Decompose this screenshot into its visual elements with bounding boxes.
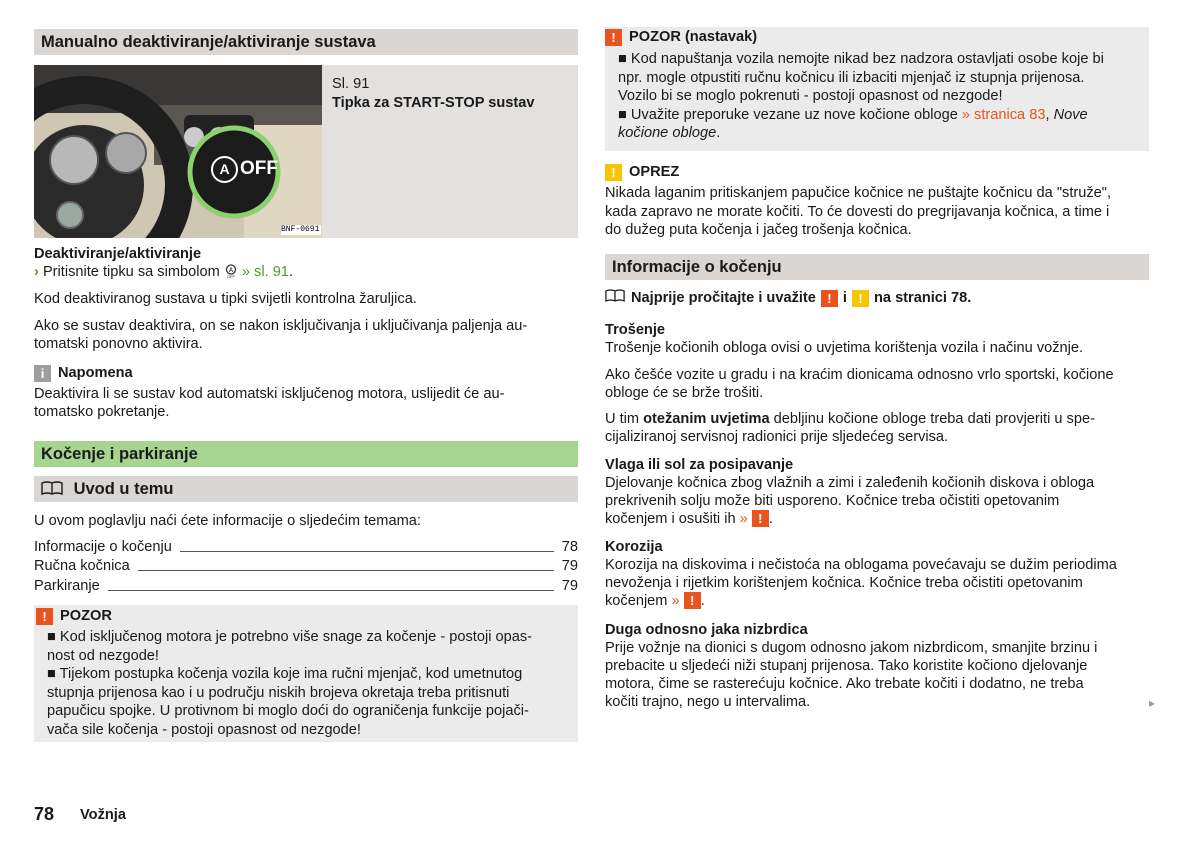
deact-text: Pritisnite tipku sa simbolom	[42, 264, 220, 280]
corrosion-line-last: kočenjem » ! .	[605, 593, 705, 609]
corrosion-text: kočenjem	[605, 593, 668, 609]
pozor-warning-box	[34, 605, 578, 742]
period: .	[716, 125, 721, 141]
moisture-text: kočenjem i osušiti ih	[605, 511, 736, 527]
section-title-manual-deactivation	[34, 29, 578, 55]
corrosion-line: Korozija na diskovima i nečistoća na oblogama povećavaju se dužim periodima	[605, 557, 1117, 573]
caution-icon: !	[852, 290, 869, 307]
corrosion-line: nevoženja i rijetkim korištenjem kočnica. Kočnice treba očistiti opetovanim	[605, 575, 1083, 591]
section-title-intro	[34, 476, 578, 502]
pozor-line: papučicu spojke. U protivnom bi moglo doći do ograničenja funkcije pojači-	[47, 703, 529, 719]
moisture-line-last: kočenjem i osušiti ih » ! .	[605, 511, 773, 527]
note-header	[34, 364, 133, 382]
section-title-text: Uvod u temu	[73, 480, 174, 498]
toc-row[interactable]	[34, 538, 578, 556]
book-icon	[41, 477, 63, 503]
paragraph-indicator-light: Kod deaktiviranog sustava u tipki svijetli kontrolna žaruljica.	[34, 291, 417, 307]
paragraph-reactivation-line1: Ako se sustav deaktivira, on se nakon isključivanja i uključivanja paljenja au-	[34, 318, 528, 334]
pozor-header	[36, 607, 578, 625]
pozor-body	[36, 625, 578, 739]
pozor-continued-header	[605, 28, 1149, 46]
downhill-line: motora, čime se rasterećuju kočnice. Ako trebate kočiti i dodatno, ne treba	[605, 676, 1084, 692]
page-number: 78	[34, 804, 55, 824]
figure-caption-title: Tipka za START-STOP sustav	[332, 94, 535, 111]
corrosion-heading: Korozija	[605, 539, 663, 555]
start-stop-a-icon: A	[211, 156, 238, 183]
toc-label: Parkiranje	[34, 577, 100, 594]
wear-p2-line1: Ako češće vozite u gradu i na kraćim dionicama odnosno vrlo sportski, kočione	[605, 367, 1114, 383]
pozor-line: ■ Kod isključenog motora je potrebno više snage za kočenje - postoji opas-	[47, 629, 533, 645]
pozor-line: ■ Tijekom postupka kočenja vozila koje ima ručni mjenjač, kod umetnutog	[47, 666, 523, 682]
downhill-line: kočiti trajno, nego u intervalima.	[605, 694, 811, 710]
pozor-line	[618, 124, 1149, 143]
pozor-text: ■ Uvažite preporuke vezane uz nove kočione obloge	[618, 106, 958, 123]
dashboard-illustration	[34, 65, 322, 238]
caution-icon: !	[605, 164, 622, 181]
section-title-brake-info	[605, 254, 1149, 280]
toc-row[interactable]	[34, 557, 578, 575]
wear-p3-line1	[605, 410, 1095, 429]
oprez-line: kada zapravo ne morate kočiti. To će dovesti do pregrijavanja kočnica, a time i	[605, 203, 1110, 220]
note-line1: Deaktivira li se sustav kod automatski isključenog motora, uslijedit će au-	[34, 386, 505, 402]
toc-row[interactable]	[34, 577, 578, 595]
paragraph-reactivation-line2: tomatski ponovno aktivira.	[34, 336, 203, 352]
wear-heading: Trošenje	[605, 322, 666, 338]
warning-link[interactable]: »	[739, 511, 748, 527]
oprez-line: do dužeg puta kočenja i jačeg trošenja kočnica.	[605, 222, 912, 238]
toc-label: Informacije o kočenju	[34, 538, 172, 555]
section-title-text: Kočenje i parkiranje	[41, 445, 198, 463]
warning-icon: !	[36, 608, 53, 625]
wear-line: Trošenje kočionih obloga ovisi o uvjetima korištenja vozila i načinu vožnje.	[605, 340, 1084, 356]
oprez-line: Nikada laganim pritiskanjem papučice kočnice ne puštajte kočnicu da "struže",	[605, 185, 1111, 201]
oprez-header	[605, 163, 679, 181]
svg-text:A: A	[228, 268, 233, 274]
deact-heading: Deaktiviranje/aktiviranje	[34, 246, 202, 262]
toc-page: 78	[561, 538, 578, 555]
figure-box	[34, 65, 578, 238]
book-icon	[605, 289, 625, 308]
info-icon: i	[34, 365, 51, 382]
figure-caption	[332, 75, 535, 112]
downhill-line: prebacite u sljedeći niži stupanj prijenosa. Tako koristite kočiono djelovanje	[605, 658, 1088, 674]
pozor-line: vača sile kočenja - postoji opasnost od nezgode!	[47, 721, 361, 738]
chapter-name: Vožnja	[80, 807, 126, 823]
moisture-line: prekrivenih solju može biti usporeno. Kočnice treba očistiti opetovanim	[605, 493, 1060, 509]
toc-label: Ručna kočnica	[34, 557, 130, 574]
read-and: i	[842, 290, 847, 306]
arrow-bullet: ›	[34, 264, 39, 280]
toc-leader	[180, 551, 554, 552]
section-title-braking-parking	[34, 441, 578, 467]
intro-text: U ovom poglavlju naći ćete informacije o sljedećim temama:	[34, 513, 421, 529]
read-first-line	[605, 289, 971, 308]
oprez-body	[605, 184, 1111, 240]
wear-p3-line2: cijaliziranoj servisnoj radionici prije sljedećeg servisa.	[605, 429, 949, 445]
italic-ref: kočione obloge	[618, 125, 717, 141]
wear-p3-bold: otežanim uvjetima	[643, 411, 770, 427]
warning-icon: !	[605, 29, 622, 46]
toc-page: 79	[561, 557, 578, 574]
wear-p2-line2: obloge će se brže trošiti.	[605, 385, 764, 401]
pozor-line: npr. mogle otpustiti ručnu kočnicu ili izbaciti mjenjač iz stupnja prijenosa.	[618, 69, 1085, 86]
downhill-heading: Duga odnosno jaka nizbrdica	[605, 622, 808, 638]
pozor-line: Vozilo bi se moglo pokrenuti - postoji opasnost od nezgode!	[618, 88, 1003, 104]
toc-leader	[138, 570, 554, 571]
toc-leader	[108, 590, 554, 591]
warning-icon: !	[752, 510, 769, 527]
moisture-heading: Vlaga ili sol za posipavanje	[605, 457, 794, 473]
read-suffix: na stranici 78.	[873, 290, 972, 306]
figure-code: BNF-0691	[281, 225, 320, 234]
figure-number: Sl. 91	[332, 76, 370, 92]
start-stop-symbol-icon	[224, 264, 238, 278]
warning-icon: !	[684, 592, 701, 609]
italic-ref: Nove	[1053, 106, 1088, 123]
pozor-line: ■ Kod napuštanja vozila nemojte nikad bez nadzora ostavljati osobe koje bi	[618, 51, 1104, 67]
figure-image-start-stop	[34, 65, 322, 238]
svg-text:OFF: OFF	[226, 274, 235, 278]
figure-link[interactable]: » sl. 91	[241, 264, 289, 280]
note-line2: tomatsko pokretanje.	[34, 404, 170, 420]
off-label: OFF	[240, 158, 278, 179]
page-83-link[interactable]: » stranica 83	[961, 106, 1046, 123]
wear-p3-pre: U tim	[605, 411, 644, 427]
warning-icon: !	[821, 290, 838, 307]
downhill-line: Prije vožnje na dionici s dugom odnosno jakom nizbrdicom, smanjite brzinu i	[605, 640, 1098, 656]
read-prefix: Najprije pročitajte i uvažite	[631, 290, 816, 306]
section-title-text: Informacije o kočenju	[612, 258, 782, 276]
separator: ,	[1045, 106, 1054, 123]
toc-page: 79	[561, 577, 578, 594]
pozor-continued-title: POZOR (nastavak)	[629, 29, 758, 45]
pozor-line: nost od nezgode!	[47, 647, 159, 664]
pozor-continued-box	[605, 27, 1149, 151]
oprez-title: OPREZ	[629, 164, 680, 180]
section-title-text: Manualno deaktiviranje/aktiviranje sustava	[41, 33, 376, 51]
pozor-line: stupnja prijenosa kao i u području niskih brojeva okretaja treba pritisnuti	[47, 684, 510, 701]
pozor-line-new-linings	[618, 106, 1149, 125]
continue-arrow-icon: ▸	[1149, 696, 1156, 710]
deact-instruction: › Pritisnite tipku sa simbolom A OFF » sl. 91.	[34, 264, 293, 280]
note-title: Napomena	[58, 365, 133, 381]
pozor-title: POZOR	[60, 608, 112, 624]
warning-link[interactable]: »	[671, 593, 680, 609]
moisture-line: Djelovanje kočnica zbog vlažnih a zimi i zaleđenih kočionih diskova i obloga	[605, 475, 1095, 491]
wear-p3-post: debljinu kočione obloge treba dati provjeriti u spe-	[769, 411, 1095, 427]
pozor-continued-body	[605, 46, 1149, 143]
